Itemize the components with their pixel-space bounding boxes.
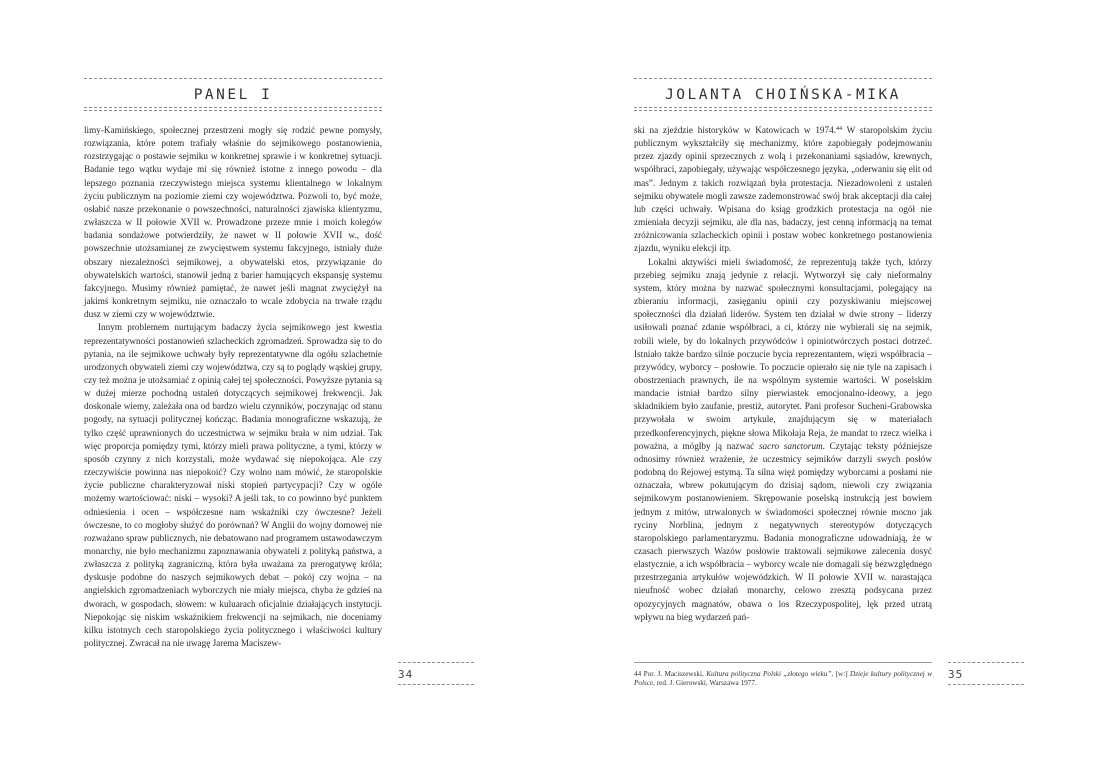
- footnote-rule: [634, 662, 932, 663]
- running-head-title: PANEL I: [193, 87, 273, 103]
- right-page: [550, 0, 1100, 757]
- folio-bottom-rule: [948, 684, 1024, 685]
- footnote-text: , [w:]: [831, 670, 851, 678]
- paragraph: Innym problemem nurtującym badaczy życia sejmikowego jest kwestia reprezentatywności postanowień szlacheckich zgromadzeń. Sprowadza się to do pytania, na ile sejmikowe uchwały były reprezentatywne dla ogółu szlachetnie urodzonych obywateli ziemi czy województwa, czy są to poglądy wąskiej grupy, czy też można je utożsamiać z opinią całej tej społeczności. Powyższe pytania są w dużej mierze pochodną ustaleń dotyczących sejmikowej frekwencji. Jak doskonale wiemy, zależała ona od bardzo wielu czynników, poczynając od stanu pogody, na sytuacji politycznej kończąc. Badania monograficzne wskazują, że tylko część uprawnionych do uczestnictwa w sejmiku brała w nim udział. Tak więc proporcja pomiędzy tymi, którzy mieli prawa polityczne, a tymi, którzy w sposób czynny z nich korzystali, może wydawać się niepokojąca. Ale czy rzeczywiście powinna nas niepokoić? Czy wolno nam mówić, że staropolskie życie publiczne charakteryzował niski stopień partycypacji? Czy w ogóle możemy wartościować: niski – wysoki? A jeśli tak, to co powinno być punktem odniesienia i ocen – współczesne nam wskaźniki czy ówczesne? Jeżeli ówczesne, to co mogłoby służyć do porównań? W Anglii do wojny domowej nie rozważano spraw publicznych, nie debatowano nad programem ustawodawczym monarchy, nie było mechanizmu zapoznawania obywateli z polityką państwa, a zwłaszcza z polityką zagraniczną, która była uważana za prerogatywę króla; dyskusje podobne do naszych sejmikowych debat – pokój czy wojna – na angielskich zgromadzeniach wyborczych nie miały miejsca, chyba że gdzieś na dworach, w gospodach, słowem: w kuluarach oficjalnie działających instytucji. Niepokojąc się niskim wskaźnikiem frekwencji na sejmikach, nie doceniamy kilku istotnych cech staropolskiego życia politycznego i właściwości kultury politycznej. Zwracał na nie uwagę Jarema Maciszew-: [84, 322, 382, 649]
- page-folio: [398, 662, 474, 685]
- footnote-text: Por. J. Maciszewski,: [641, 670, 707, 678]
- footnote-text: , red. J. Gierowski, Warszawa 1977.: [653, 679, 757, 687]
- paragraph: [634, 124, 932, 256]
- paragraph: limy-Kamińskiego, społecznej przestrzeni mogły się rodzić pewne pomysły, rozwiązania, które potem trafiały właśnie do sejmikowego postanowienia, rozstrzygając o postawie sejmiku w konkretnej sprawie i w konkretnej sytuacji. Badanie tego wątku wydaje mi się również istotne z innego powodu – dla lepszego poznania rzeczywistego miejsca systemu klientalnego w lokalnym życiu publicznym na poziomie ziemi czy województwa. Pozwoli to, być może, osłabić nasze przekonanie o powszechności, naturalności zjawiska klientyzmu, zwłaszcza w II połowie XVII w. Prowadzone przeze mnie i moich kolegów badania sondażowe potwierdziły, że nawet w II połowie XVII w., dość powszechnie utożsamianej ze zwycięstwem systemu fakcyjnego, istniały duże obszary niezależności sejmikowej, a obywatelski etos, przywiązanie do obywatelskich wartości, stanowił jedną z barier hamujących ekspansję systemu fakcyjnego. Musimy również pamiętać, że nawet jeśli magnat zwyciężył na jakimś konkretnym sejmiku, nie oznaczało to wcale zdobycia na trwałe rządu dusz w ziemi czy w województwie.: [84, 125, 382, 320]
- header-bottom-rule: [84, 107, 382, 111]
- footnote-title: Kultura polityczna Polski „złotego wieku”: [706, 670, 832, 678]
- paragraph-text: . Czytając teksty późniejsze odnosimy również wrażenie, że uczestnicy sejmików darzyli swych posłów podobną do Rejowej estymą. Ta silna więź pomiędzy wyborcami a posłami nie oznaczała, wbrew pokutującym do dzisiaj sądom, niewoli czy związania sejmikowym postanowieniem. Skrępowanie poselską instrukcją jest bowiem jednym z mitów, utrwalonych w świadomości społecznej równie mocno jak ryciny Norblina, jednym z negatywnych stereotypów dotyczących staropolskiego parlamentaryzmu. Badania monograficzne udowadniają, że w czasach pierwszych Wazów posłowie traktowali sejmikowe zalecenia dosyć elastycznie, a ich współbracia – wyborcy wcale nie domagali się bezwzględnego przestrzegania artykułów wojewódzkich. W II połowie XVII w. narastająca nieufność wobec działań monarchy, celowo zresztą podsycana przez opozycyjnych magnatów, obawa o los Rzeczypospolitej, lęk przed utratą wpływu na bieg wydarzeń pań-: [634, 440, 932, 622]
- running-head: [84, 78, 382, 111]
- latin-phrase: sacro sanctorum: [758, 440, 823, 451]
- footnote-title: Dzieje kultury politycznej w Polsce: [634, 670, 932, 687]
- page-number: 34: [398, 668, 414, 681]
- body-text: [634, 124, 932, 624]
- footnote-number: 44: [634, 670, 642, 678]
- paragraph-text: Lokalni aktywiści mieli świadomość, że reprezentują także tych, którzy przebieg sejmiku znają jedynie z relacji. Wytworzył się cały nieformalny system, który można by nazwać społecznymi konsultacjami, polegający na zbieraniu informacji, zasięganiu opinii czy pozyskiwaniu miejscowej społeczności dla działań liderów. System ten działał w dwie strony – liderzy usiłowali poznać zdanie współbraci, a ci, którzy nie wybierali się na sejmik, robili wiele, by do lokalnych przywódców i opiniotwórczych postaci dotrzeć. Istniało także bardzo silnie poczucie bycia reprezentantem, więzi współbracia – przywódcy, wyborcy – posłowie. To poczucie opierało się nie tyle na zapisach i obostrzeniach prawnych, ile na wspólnym systemie wartości. W poselskim mandacie istniał bardzo silny pierwiastek emocjonalno-ideowy, a jego składnikiem było zaufanie, prestiż, autorytet. Pani profesor Sucheni-Grabowska przywołała w swoim artykule, znajdującym się w materiałach przedkonferencyjnych, piękne słowa Mikołaja Reja, że mandat to rzecz wielka i poważna, a mógłby ją nazwać: [634, 256, 932, 451]
- footnote-reference: 44: [836, 126, 842, 132]
- running-head: [634, 78, 932, 111]
- paragraph-text: ski na zjeździe historyków w Katowicach w 1974.: [634, 125, 836, 135]
- body-text: [84, 124, 382, 650]
- page-folio: [948, 662, 1024, 685]
- footnote: [634, 670, 932, 688]
- page-number: 35: [948, 668, 964, 681]
- folio-bottom-rule: [398, 684, 474, 685]
- running-head-title: JOLANTA CHOIŃSKA-MIKA: [665, 87, 901, 103]
- paragraph: [634, 256, 932, 624]
- paragraph-text: W staropolskim życiu publicznym wykształciły się mechanizmy, które zapobiegały podejmowaniu przez zjazdy opinii sprzecznych z wolą i przekonaniami sąsiadów, krewnych, współbraci, zapobiegały, używając współczesnego języka, „oderwaniu się elit od mas”. Jednym z takich rozwiązań była protestacja. Niezadowoleni z ustaleń sejmiku obywatele mogli zawsze zademonstrować swój brak akceptacji dla całej lub części uchwały. Wpisana do ksiąg grodzkich protestacja na ogół nie zmieniała decyzji sejmiku, ale dla nas, badaczy, jest cenną informacją na temat zróżnicowania szlacheckich opinii i postaw wobec konkretnego postanowienia zjazdu, wyniku elekcji itp.: [634, 125, 932, 254]
- header-bottom-rule: [634, 107, 932, 111]
